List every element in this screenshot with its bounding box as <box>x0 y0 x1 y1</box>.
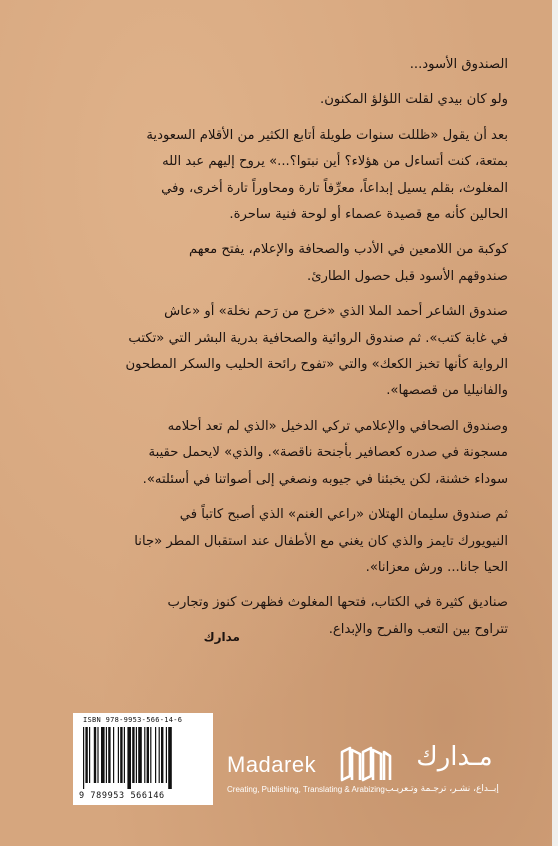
blurb-line: صندوقهم الأسود قبل حصول الطارئ. <box>307 268 508 284</box>
blurb-line: سوداء خشنة، لكن يخبئنا في جيوبه ونصغي إلى أصواتنا في أسئلته». <box>142 471 508 487</box>
barcode-bar <box>124 727 125 783</box>
blurb-paragraph <box>64 123 508 229</box>
publisher-name-latin: Madarek <box>227 752 317 777</box>
blurb-line: الحالين كأنه مع قصيدة عصماء أو لوحة فنية ساحرة. <box>229 207 508 223</box>
blurb-line: بعد أن يقول «ظللت سنوات طويلة أتابع الكثير من الأقلام السعودية <box>146 127 508 143</box>
blurb-line: ثم صندوق سليمان الهتلان «راعي الغنم» الذي أصبح كاتباً في <box>179 507 508 523</box>
blurb-line: وصندوق الصحافي والإعلامي تركي الدخيل «الذي لم تعد أحلامه <box>167 418 508 434</box>
blurb-line: الحيا جانا... ورش معزانا». <box>365 559 508 575</box>
barcode-block <box>73 713 213 805</box>
barcode-bar <box>127 727 131 789</box>
barcode-bar <box>83 727 84 789</box>
barcode-bar <box>85 727 87 783</box>
blurb-paragraph <box>64 52 508 78</box>
publisher-tagline-latin: Creating, Publishing, Translating & Arabizing <box>227 785 385 794</box>
blurb-paragraph <box>64 299 508 405</box>
blurb-line: ولو كان بيدي لقلت اللؤلؤ المكنون. <box>320 92 508 108</box>
blurb-line: بمتعة، كنت أتساءل من هؤلاء؟ أين نبتوا؟...» يروح إليهم عبد الله <box>162 154 508 170</box>
blurb-line: في غابة كتب». ثم صندوق الروائية والصحافية بدرية البشر التي «تكتب <box>128 330 508 346</box>
barcode-bar <box>132 727 134 783</box>
blurb-line: النيويورك تايمز والذي كان يغني مع الأطفال عند استقبال المطر «جانا <box>134 533 508 549</box>
barcode-bar <box>150 727 151 783</box>
signature: مدارك <box>203 630 240 644</box>
isbn-label: ISBN 978-9953-566-14-6 <box>83 716 183 724</box>
blurb-line: صناديق كثيرة في الكتاب، فتحها المغلوث فظهرت كنوز وتجارب <box>167 595 508 611</box>
barcode-bar <box>155 727 156 783</box>
barcode-bar <box>144 727 145 783</box>
book-spines-icon <box>338 744 394 784</box>
barcode-bar <box>97 727 98 783</box>
blurb-line: مسجونة في صدره كعصافير بأجنحة ناقصة». والذي» لايحمل حقيبة <box>148 445 508 461</box>
barcode-number: 9 789953 566146 <box>79 791 165 801</box>
barcode-bar <box>147 727 149 783</box>
barcode-bar <box>89 727 90 783</box>
blurb-line: الصندوق الأسود... <box>409 57 508 72</box>
barcode-bar <box>106 727 107 783</box>
blurb-text <box>64 52 508 652</box>
barcode-bar <box>138 727 142 783</box>
blurb-paragraph <box>64 237 508 290</box>
blurb-line: تتراوح بين التعب والفرح والإبداع. <box>328 621 508 637</box>
barcode-icon <box>81 727 205 789</box>
blurb-line: المغلوث، بقلم يسيل إبداعاً، معرِّفاً تارة ومحاوراً تارة أخرى، وفي <box>161 180 508 196</box>
blurb-line: الرواية كأنها تخبز الكعك» والتي «تفوح رائحة الحليب والسكر المطحون <box>125 357 508 373</box>
barcode-bar <box>166 727 167 783</box>
blurb-paragraph <box>64 502 508 581</box>
blurb-line: كوكبة من اللامعين في الأدب والصحافة والإعلام، يفتح معهم <box>188 242 508 258</box>
blurb-paragraph <box>64 414 508 493</box>
barcode-bar <box>120 727 122 783</box>
barcode-bar <box>101 727 105 783</box>
blurb-line: والفانيليا من قصصها». <box>386 383 508 399</box>
blurb-paragraph <box>64 87 508 113</box>
barcode-bar <box>159 727 160 783</box>
barcode-bar <box>113 727 114 783</box>
blurb-line: صندوق الشاعر أحمد الملا الذي «خرج من رَحم نخلة» أو «عاش <box>164 304 508 320</box>
barcode-bar <box>118 727 119 783</box>
page-edge <box>552 0 558 846</box>
publisher-name-arabic: مـدارك <box>416 742 493 772</box>
barcode-bar <box>94 727 96 783</box>
barcode-bar <box>108 727 110 783</box>
barcode-bar <box>168 727 172 789</box>
barcode-bar <box>161 727 163 783</box>
publisher-tagline-arabic: إبــداع، نشـر، ترجـمة وتـعريـب <box>385 784 499 794</box>
barcode-bar <box>136 727 137 783</box>
